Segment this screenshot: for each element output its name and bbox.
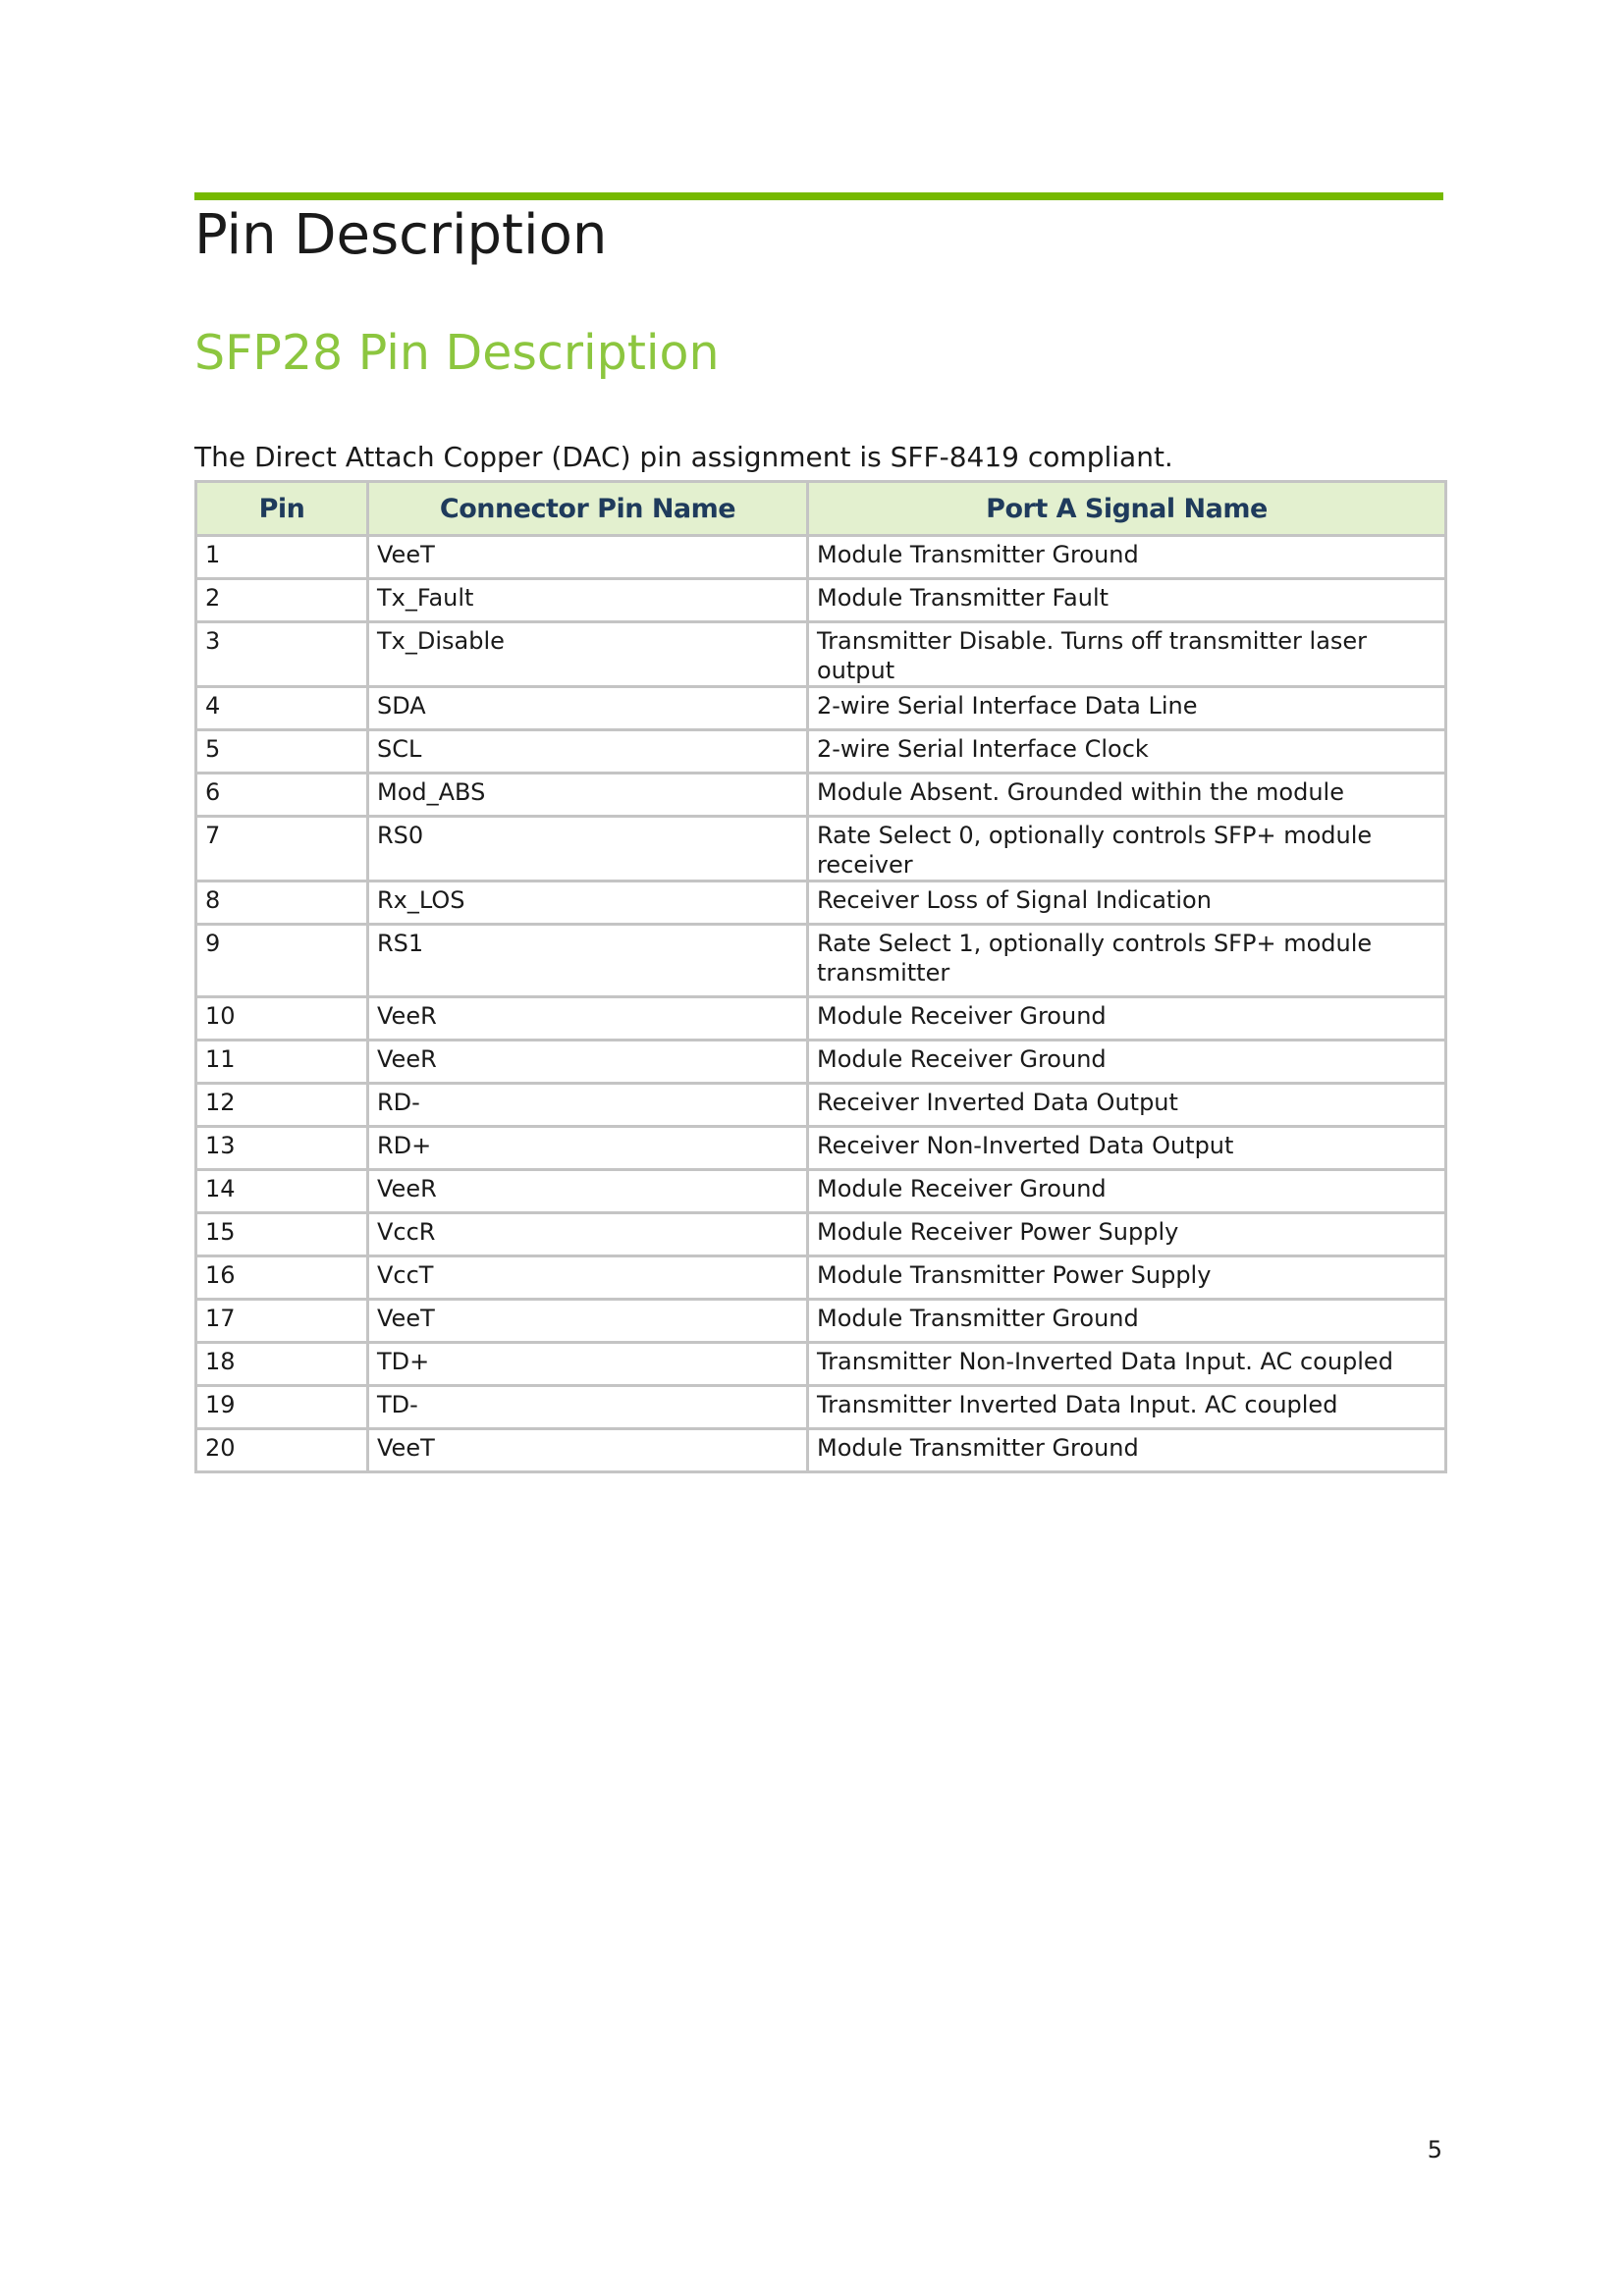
signal-name: Rate Select 0, optionally controls SFP+ module receiver: [808, 817, 1446, 881]
connector-pin-name: Mod_ABS: [368, 774, 808, 817]
connector-pin-name: RD-: [368, 1084, 808, 1127]
table-row: [196, 1343, 1446, 1386]
signal-name: Module Transmitter Ground: [808, 536, 1446, 579]
pin-number: 8: [196, 881, 368, 925]
table-row: [196, 536, 1446, 579]
connector-pin-name: VeeT: [368, 1429, 808, 1472]
table-row: [196, 997, 1446, 1041]
connector-pin-name: Tx_Disable: [368, 622, 808, 687]
table-row: [196, 1256, 1446, 1300]
pin-number: 1: [196, 536, 368, 579]
signal-name: Receiver Non-Inverted Data Output: [808, 1127, 1446, 1170]
pin-number: 4: [196, 687, 368, 730]
pin-number: 5: [196, 730, 368, 774]
table-row: [196, 1386, 1446, 1429]
pin-number: 19: [196, 1386, 368, 1429]
table-row: [196, 1041, 1446, 1084]
pin-number: 18: [196, 1343, 368, 1386]
pin-number: 10: [196, 997, 368, 1041]
pin-table: [194, 480, 1447, 1473]
pin-number: 12: [196, 1084, 368, 1127]
signal-name: Module Receiver Power Supply: [808, 1213, 1446, 1256]
signal-name: Module Absent. Grounded within the module: [808, 774, 1446, 817]
page-number: 5: [1427, 2136, 1442, 2163]
connector-pin-name: VeeT: [368, 1300, 808, 1343]
table-row: [196, 925, 1446, 997]
pin-number: 20: [196, 1429, 368, 1472]
table-row: [196, 1300, 1446, 1343]
pin-number: 17: [196, 1300, 368, 1343]
connector-pin-name: VeeR: [368, 997, 808, 1041]
connector-pin-name: SCL: [368, 730, 808, 774]
table-header-row: [196, 482, 1446, 536]
connector-pin-name: VeeT: [368, 536, 808, 579]
pin-number: 7: [196, 817, 368, 881]
signal-name: Module Transmitter Power Supply: [808, 1256, 1446, 1300]
intro-paragraph: The Direct Attach Copper (DAC) pin assignment is SFF-8419 compliant.: [194, 441, 1173, 473]
connector-pin-name: RS0: [368, 817, 808, 881]
pin-number: 6: [196, 774, 368, 817]
pin-number: 3: [196, 622, 368, 687]
table-row: [196, 579, 1446, 622]
table-row: [196, 1213, 1446, 1256]
pin-number: 2: [196, 579, 368, 622]
table-row: [196, 1127, 1446, 1170]
pin-number: 13: [196, 1127, 368, 1170]
connector-pin-name: Tx_Fault: [368, 579, 808, 622]
connector-pin-name: VccT: [368, 1256, 808, 1300]
signal-name: Module Transmitter Ground: [808, 1429, 1446, 1472]
signal-name: Receiver Inverted Data Output: [808, 1084, 1446, 1127]
connector-pin-name: TD-: [368, 1386, 808, 1429]
table-row: [196, 1170, 1446, 1213]
pin-number: 11: [196, 1041, 368, 1084]
pin-number: 14: [196, 1170, 368, 1213]
pin-number: 16: [196, 1256, 368, 1300]
header-port-a-signal-name: Port A Signal Name: [808, 482, 1446, 536]
connector-pin-name: SDA: [368, 687, 808, 730]
header-pin: Pin: [196, 482, 368, 536]
table-row: [196, 774, 1446, 817]
signal-name: 2-wire Serial Interface Clock: [808, 730, 1446, 774]
signal-name: Receiver Loss of Signal Indication: [808, 881, 1446, 925]
signal-name: Module Transmitter Fault: [808, 579, 1446, 622]
table-row: [196, 622, 1446, 687]
connector-pin-name: Rx_LOS: [368, 881, 808, 925]
pin-number: 15: [196, 1213, 368, 1256]
section-title: SFP28 Pin Description: [194, 325, 720, 381]
connector-pin-name: TD+: [368, 1343, 808, 1386]
header-connector-pin-name: Connector Pin Name: [368, 482, 808, 536]
signal-name: Transmitter Inverted Data Input. AC coupled: [808, 1386, 1446, 1429]
pin-number: 9: [196, 925, 368, 997]
signal-name: Transmitter Disable. Turns off transmitter laser output: [808, 622, 1446, 687]
table-row: [196, 817, 1446, 881]
signal-name: Module Transmitter Ground: [808, 1300, 1446, 1343]
connector-pin-name: VccR: [368, 1213, 808, 1256]
table-row: [196, 687, 1446, 730]
connector-pin-name: VeeR: [368, 1170, 808, 1213]
signal-name: 2-wire Serial Interface Data Line: [808, 687, 1446, 730]
signal-name: Rate Select 1, optionally controls SFP+ module transmitter: [808, 925, 1446, 997]
page-title: Pin Description: [194, 203, 608, 267]
signal-name: Transmitter Non-Inverted Data Input. AC coupled: [808, 1343, 1446, 1386]
table-row: [196, 1084, 1446, 1127]
signal-name: Module Receiver Ground: [808, 1170, 1446, 1213]
signal-name: Module Receiver Ground: [808, 1041, 1446, 1084]
connector-pin-name: VeeR: [368, 1041, 808, 1084]
table-row: [196, 1429, 1446, 1472]
signal-name: Module Receiver Ground: [808, 997, 1446, 1041]
connector-pin-name: RS1: [368, 925, 808, 997]
table-row: [196, 881, 1446, 925]
table-row: [196, 730, 1446, 774]
heading-accent-rule: [194, 192, 1443, 200]
connector-pin-name: RD+: [368, 1127, 808, 1170]
